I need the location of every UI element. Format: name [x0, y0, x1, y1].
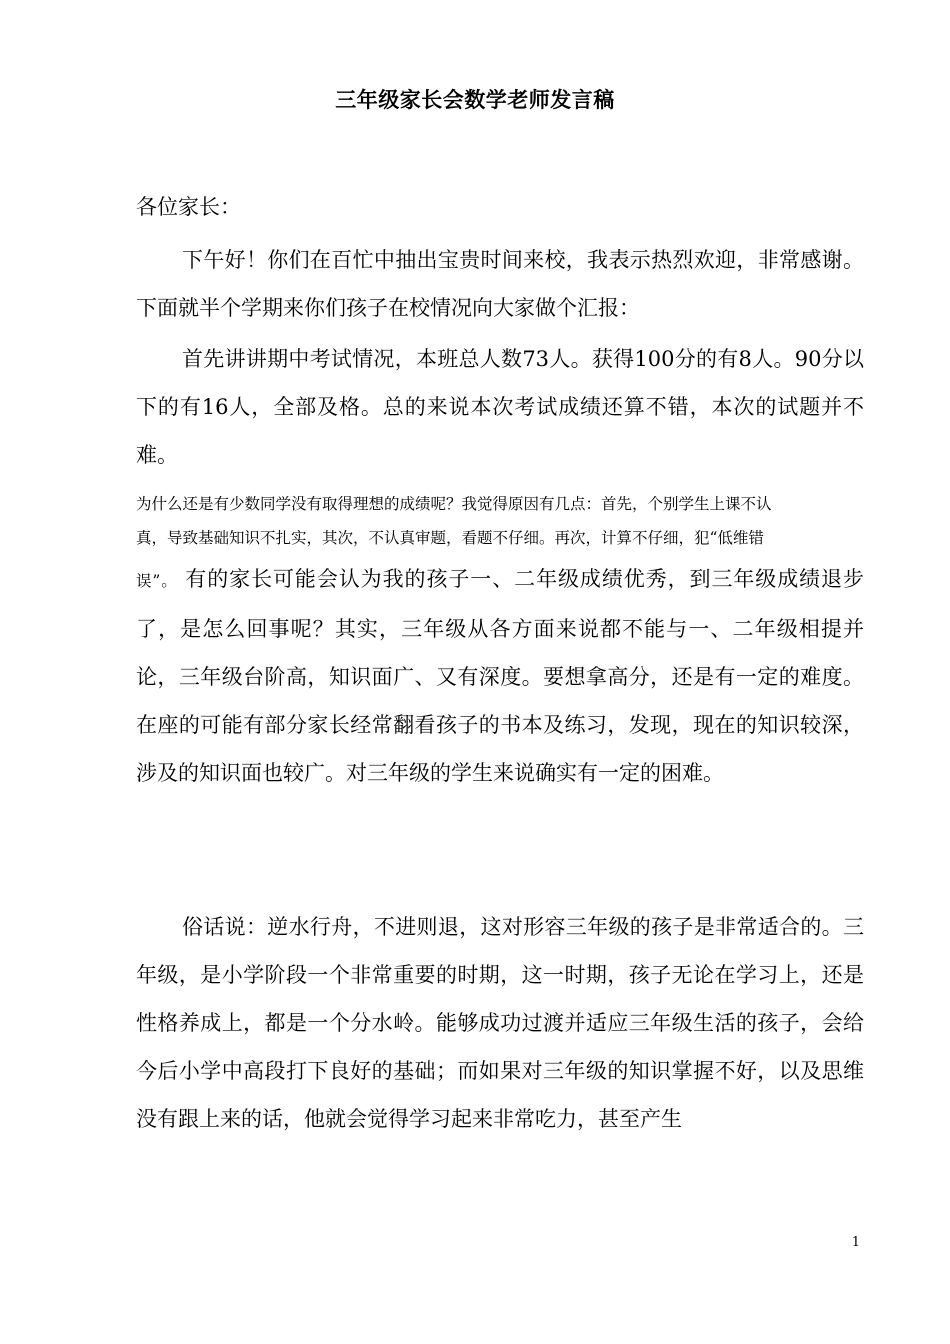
paragraph-grade-three: 有的家长可能会认为我的孩子一、二年级成绩优秀，到三年级成绩退步了，是怎么回事呢？其实，三年级从各方面来说都不能与一、二年级相提并论，三年级台阶高，知识面广、又有深度。要想拿高分，还是有一定的难度。在座的可能有部分家长经常翻看孩子的书本及练习，发现，现在的知识较深，涉及的知识面也较广。对三年级的学生来说确实有一定的困难。 [136, 567, 864, 785]
greeting: 各位家长： [136, 195, 241, 219]
paragraph-proverb: 俗话说：逆水行舟，不进则退，这对形容三年级的孩子是非常适合的。三年级，是小学阶段一个非常重要的时期，这一时期，孩子无论在学习上，还是性格养成上，都是一个分水岭。能够成功过渡并适应三年级生活的孩子，会给今后小学中高段打下良好的基础；而如果对三年级的知识掌握不好，以及思维没有跟上来的话，他就会觉得学习起来非常吃力，甚至产生 [136, 915, 864, 1131]
paragraph-exam: 首先讲讲期中考试情况，本班总人数73人。获得100分的有8人。90分以下的有16人，全部及格。总的来说本次考试成绩还算不错，本次的试题并不难。 [136, 347, 864, 467]
reasons-line-1: 为什么还是有少数同学没有取得理想的成绩呢？我觉得原因有几点：首先，个别学生上课不认 [136, 495, 772, 513]
document-title: 三年级家长会数学老师发言稿 [335, 87, 615, 112]
paragraph-reasons [136, 487, 864, 797]
reasons-line-2: 真，导致基础知识不扎实，其次，不认真审题，看题不仔细。再次，计算不仔细，犯“低维错 [136, 529, 764, 547]
document-body [136, 183, 864, 1143]
section-gap [136, 797, 864, 903]
reasons-tail: 误”。 [136, 572, 178, 590]
page-number: 1 [851, 1235, 860, 1250]
paragraph-welcome: 下午好！你们在百忙中抽出宝贵时间来校，我表示热烈欢迎，非常感谢。下面就半个学期来你们孩子在校情况向大家做个汇报： [136, 248, 864, 320]
